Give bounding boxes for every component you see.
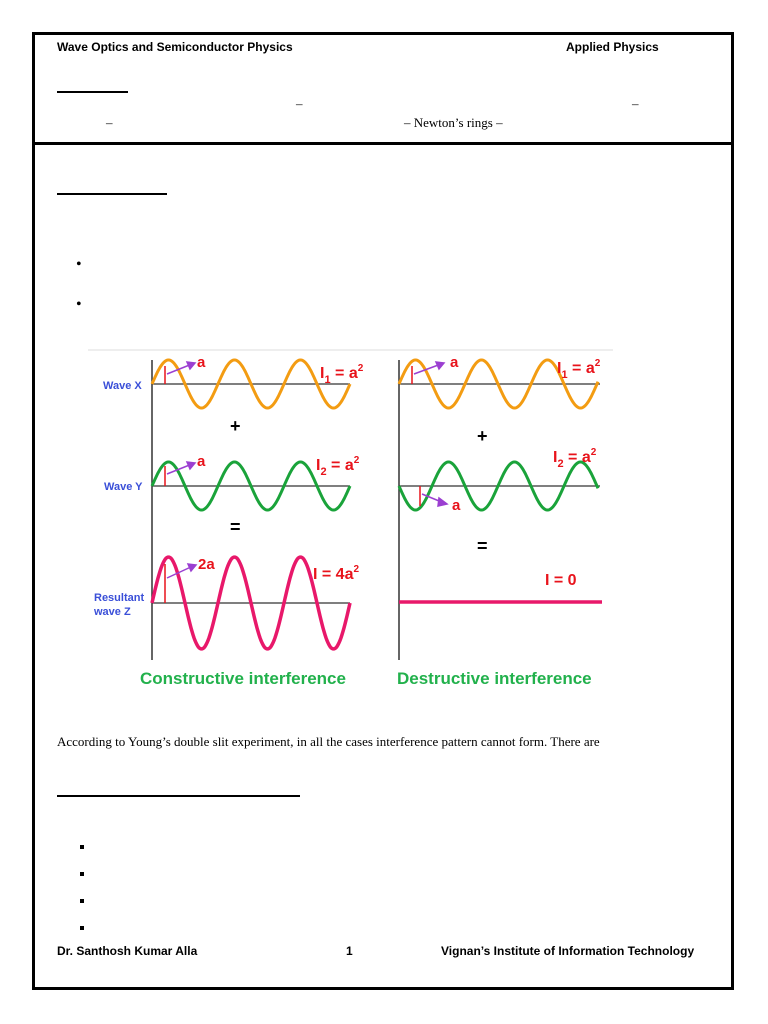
header-dash: – xyxy=(632,96,639,111)
destructive-caption: Destructive interference xyxy=(397,669,592,688)
arrow-icon xyxy=(187,462,195,469)
amplitude-label: a xyxy=(450,354,459,371)
equals-sign: = xyxy=(230,517,241,537)
intensity-label-2: $I_2 = a^2$ xyxy=(553,447,597,470)
arrow-icon xyxy=(187,362,195,369)
equals-sign: = xyxy=(477,536,488,556)
arrow-icon xyxy=(436,362,444,369)
bullet-point: • xyxy=(76,256,82,273)
resultant-label: wave Z xyxy=(94,606,131,618)
square-bullet xyxy=(80,845,84,849)
amplitude-label: a xyxy=(197,354,206,371)
plus-sign: + xyxy=(230,416,241,436)
constructive-caption: Constructive interference xyxy=(140,669,346,688)
intensity-label-1: $I_1 = a^2$ xyxy=(320,363,364,386)
square-bullet xyxy=(80,899,84,903)
resultant-label: Resultant xyxy=(94,592,145,604)
intensity-label-result: I = 0 xyxy=(545,572,577,589)
amplitude-label: a xyxy=(452,497,461,514)
header-right-title: Applied Physics xyxy=(566,40,659,54)
arrow-icon xyxy=(188,564,196,571)
intensity-label-result: $I = 4a^2$ xyxy=(313,564,360,583)
header-dash: – xyxy=(296,96,303,111)
footer-institute: Vignan’s Institute of Information Technology xyxy=(441,944,695,958)
section-underline xyxy=(57,795,300,797)
bullet-point: • xyxy=(76,296,82,313)
page-number: 1 xyxy=(346,944,353,958)
amplitude-label: 2a xyxy=(198,556,215,573)
intensity-label-2: $I_2 = a^2$ xyxy=(316,455,360,478)
intensity-label-1: $I_1 = a^2$ xyxy=(557,358,601,381)
wave-y-label: Wave Y xyxy=(104,481,143,493)
footer-author: Dr. Santhosh Kumar Alla xyxy=(57,944,198,958)
square-bullet xyxy=(80,926,84,930)
header-subtitle: – Newton’s rings – xyxy=(404,115,503,130)
plus-sign: + xyxy=(477,426,488,446)
header-left-title: Wave Optics and Semiconductor Physics xyxy=(57,40,293,54)
amplitude-label: a xyxy=(197,453,206,470)
wave-x-label: Wave X xyxy=(103,380,142,392)
header-dash: – xyxy=(106,115,113,130)
body-paragraph: According to Young’s double slit experiment, in all the cases interference pattern cannot form. There are xyxy=(57,734,600,749)
arrow-icon xyxy=(438,498,447,506)
square-bullet xyxy=(80,872,84,876)
